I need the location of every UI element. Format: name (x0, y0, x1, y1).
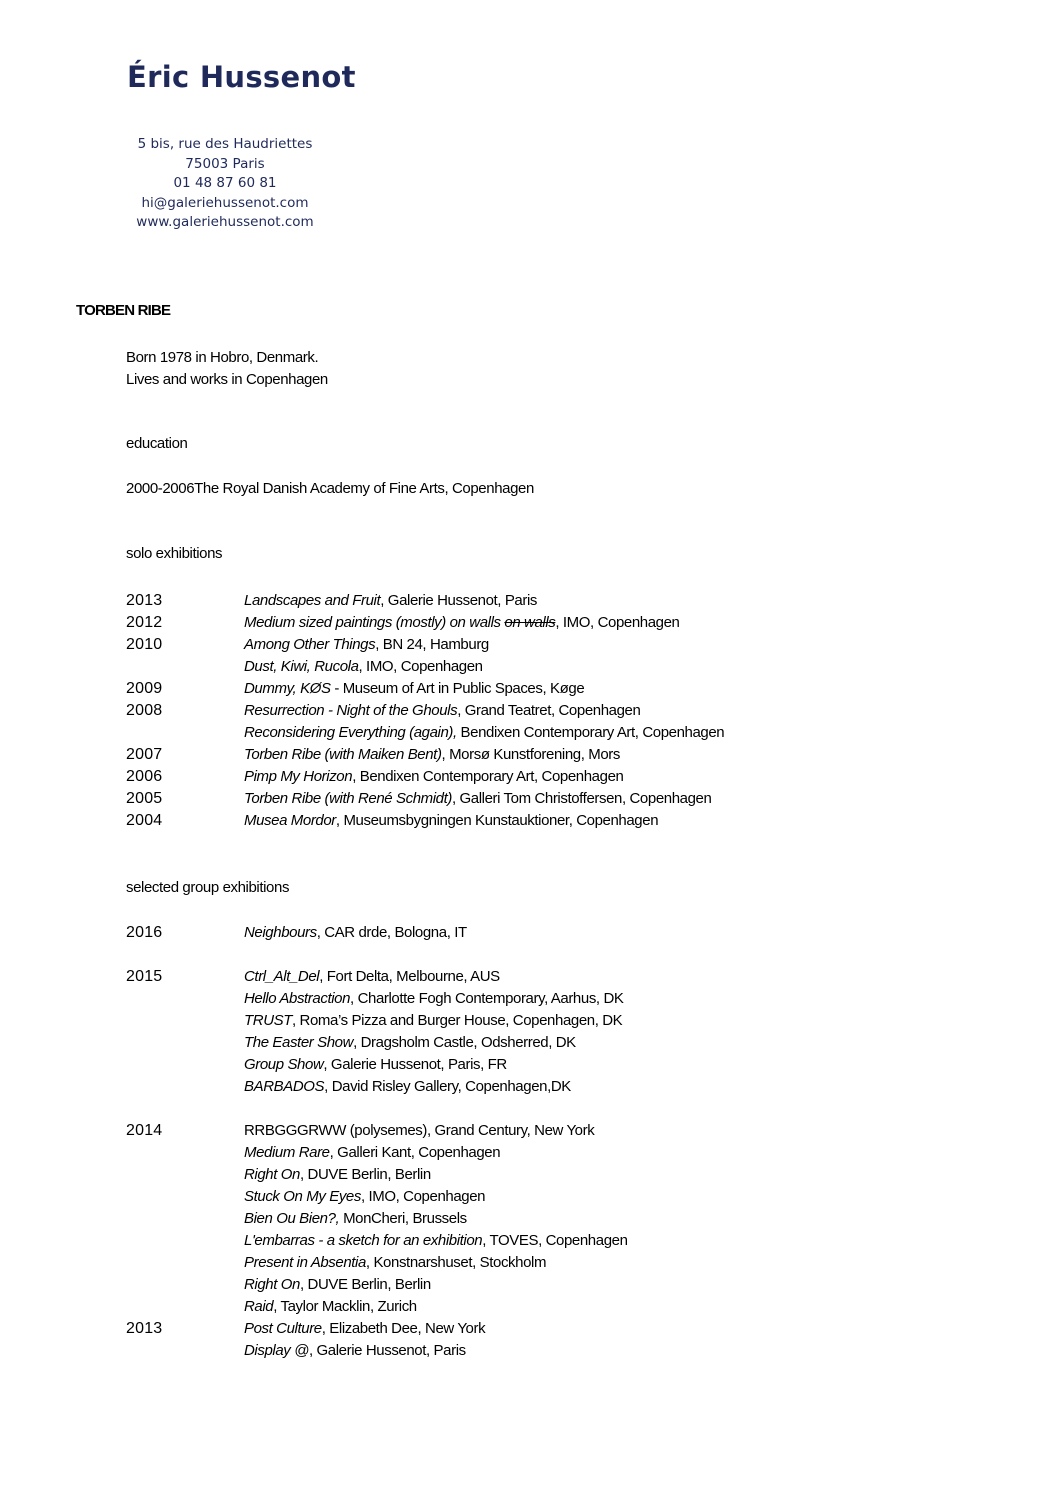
exhibition-venue: , David Risley Gallery, Copenhagen,DK (324, 1078, 571, 1095)
exhibition-entry (244, 590, 537, 612)
exhibition-title: Group Show (244, 1056, 324, 1073)
exhibition-entry (244, 810, 658, 832)
education-heading: education (126, 435, 188, 452)
exhibition-venue: , IMO, Copenhagen (358, 658, 483, 675)
exhibition-title: Landscapes and Fruit (244, 592, 381, 609)
exhibition-entry (244, 1208, 467, 1230)
exhibition-title: Right On (244, 1276, 300, 1293)
exhibition-venue: , BN 24, Hamburg (375, 636, 489, 653)
exhibition-entry (244, 966, 500, 988)
artist-name: TORBEN RIBE (76, 302, 171, 319)
exhibition-title: Dummy, KØS (244, 680, 331, 697)
exhibition-title: L'embarras - a sketch for an exhibition (244, 1232, 483, 1249)
exhibition-entry (244, 1010, 622, 1032)
exhibition-entry (244, 700, 640, 722)
exhibition-title: Stuck On My Eyes (244, 1188, 361, 1205)
exhibition-title: Medium sized paintings (mostly) on walls (244, 614, 505, 631)
exhibition-year: 2006 (126, 768, 163, 785)
exhibition-venue: , Taylor Macklin, Zurich (273, 1298, 417, 1315)
group-exhibitions-heading: selected group exhibitions (126, 879, 290, 896)
exhibition-venue: , Morsø Kunstforening, Mors (441, 746, 620, 763)
exhibition-venue: Bendixen Contemporary Art, Copenhagen (456, 724, 725, 741)
address-city: 75003 Paris (185, 155, 265, 172)
exhibition-entry (244, 766, 623, 788)
exhibition-title: Display @ (244, 1342, 309, 1359)
exhibition-venue: , IMO, Copenhagen (360, 1188, 486, 1205)
exhibition-venue: , CAR drde, Bologna, IT (316, 924, 467, 941)
exhibition-year: 2005 (126, 790, 163, 807)
exhibition-venue: , Museumsbygningen Kunstauktioner, Copenhagen (335, 812, 659, 829)
exhibition-title: Torben Ribe (with Maiken Bent) (244, 746, 442, 763)
exhibition-title: Torben Ribe (with René Schmidt) (244, 790, 452, 807)
artist-bio (126, 347, 328, 391)
exhibition-year: 2004 (126, 812, 163, 829)
exhibition-venue: RRBGGGRWW (polysemes), Grand Century, New York (244, 1122, 595, 1139)
artist-lives: Lives and works in Copenhagen (126, 371, 328, 388)
exhibition-venue: , Elizabeth Dee, New York (321, 1320, 486, 1337)
exhibition-title: Medium Rare (244, 1144, 330, 1161)
exhibition-title: Post Culture (244, 1320, 322, 1337)
gallery-name: Éric Hussenot (127, 60, 356, 94)
exhibition-venue: , TOVES, Copenhagen (482, 1232, 628, 1249)
exhibition-title: Raid (244, 1298, 274, 1315)
exhibition-year: 2013 (126, 1320, 163, 1337)
exhibition-venue: , Bendixen Contemporary Art, Copenhagen (352, 768, 624, 785)
exhibition-venue: , Charlotte Fogh Contemporary, Aarhus, DK (350, 990, 624, 1007)
exhibition-venue: , Dragsholm Castle, Odsherred, DK (353, 1034, 576, 1051)
exhibition-title-struck: on walls (504, 614, 556, 631)
exhibition-title: Resurrection - Night of the Ghouls (244, 702, 458, 719)
exhibition-venue: , Galleri Tom Christoffersen, Copenhagen (451, 790, 712, 807)
exhibition-entry (244, 1164, 431, 1186)
exhibition-venue: , Roma’s Pizza and Burger House, Copenhagen, DK (292, 1012, 623, 1029)
exhibition-entry (244, 1230, 628, 1252)
address-phone: 01 48 87 60 81 (173, 175, 277, 191)
exhibition-entry (244, 612, 680, 634)
exhibition-entry (244, 722, 724, 744)
exhibition-title: Musea Mordor (244, 812, 336, 829)
exhibition-title: Present in Absentia (244, 1254, 366, 1271)
address-email[interactable]: hi@galeriehussenot.com (141, 194, 309, 211)
exhibition-year: 2012 (126, 614, 163, 631)
exhibition-venue: , Galerie Hussenot, Paris (380, 592, 538, 609)
exhibition-title: Pimp My Horizon (244, 768, 353, 785)
exhibition-title: TRUST (244, 1012, 292, 1029)
exhibition-title: Ctrl_Alt_Del (244, 968, 320, 985)
exhibition-venue: MonCheri, Brussels (339, 1210, 467, 1227)
exhibition-entry (244, 1340, 466, 1362)
exhibition-year: 2013 (126, 592, 163, 609)
exhibition-venue: , IMO, Copenhagen (555, 614, 680, 631)
exhibition-venue: , Fort Delta, Melbourne, AUS (319, 968, 500, 985)
exhibition-year: 2014 (126, 1122, 163, 1139)
exhibition-venue: , Grand Teatret, Copenhagen (457, 702, 641, 719)
exhibition-venue: - Museum of Art in Public Spaces, Køge (330, 680, 585, 697)
exhibition-venue: , Galerie Hussenot, Paris, FR (323, 1056, 507, 1073)
exhibition-venue: , Galerie Hussenot, Paris (308, 1342, 466, 1359)
exhibition-title: Right On (244, 1166, 300, 1183)
exhibition-entry (244, 1142, 500, 1164)
exhibition-title: Among Other Things (244, 636, 376, 653)
exhibition-entry (244, 656, 483, 678)
exhibition-year: 2008 (126, 702, 163, 719)
exhibition-entry (244, 744, 620, 766)
exhibition-year: 2007 (126, 746, 163, 763)
exhibition-title: Dust, Kiwi, Rucola (244, 658, 359, 675)
exhibition-entry (244, 1054, 507, 1076)
exhibition-entry (244, 988, 624, 1010)
address-website[interactable]: www.galeriehussenot.com (136, 214, 314, 230)
exhibition-entry (244, 1120, 594, 1142)
exhibition-title: Bien Ou Bien?, (244, 1210, 340, 1227)
exhibition-title: Hello Abstraction (244, 990, 351, 1007)
address-street: 5 bis, rue des Haudriettes (137, 136, 313, 152)
exhibition-venue: , Konstnarshuset, Stockholm (365, 1254, 547, 1271)
exhibition-venue: , Galleri Kant, Copenhagen (329, 1144, 501, 1161)
exhibition-entry (244, 922, 467, 944)
exhibition-entry (244, 634, 489, 656)
exhibition-year: 2010 (126, 636, 163, 653)
exhibition-entry (244, 788, 711, 810)
exhibition-year: 2016 (126, 924, 163, 941)
exhibition-title: Reconsidering Everything (again), (244, 724, 457, 741)
exhibition-entry (244, 1032, 576, 1054)
exhibition-entry (244, 678, 584, 700)
exhibition-entry (244, 1252, 546, 1274)
exhibition-title: BARBADOS (244, 1078, 325, 1095)
exhibition-title: The Easter Show (244, 1034, 354, 1051)
artist-born: Born 1978 in Hobro, Denmark. (126, 349, 319, 366)
exhibition-year: 2015 (126, 968, 163, 985)
exhibition-venue: , DUVE Berlin, Berlin (300, 1166, 431, 1183)
exhibition-entry (244, 1296, 417, 1318)
exhibition-entry (244, 1274, 431, 1296)
education-entry: 2000-2006The Royal Danish Academy of Fine Arts, Copenhagen (126, 480, 534, 497)
gallery-address (120, 135, 330, 233)
exhibition-title: Neighbours (244, 924, 317, 941)
exhibition-entry (244, 1318, 485, 1340)
exhibition-year: 2009 (126, 680, 163, 697)
exhibition-entry (244, 1186, 485, 1208)
exhibition-venue: , DUVE Berlin, Berlin (300, 1276, 431, 1293)
solo-exhibitions-heading: solo exhibitions (126, 545, 223, 562)
exhibition-entry (244, 1076, 571, 1098)
